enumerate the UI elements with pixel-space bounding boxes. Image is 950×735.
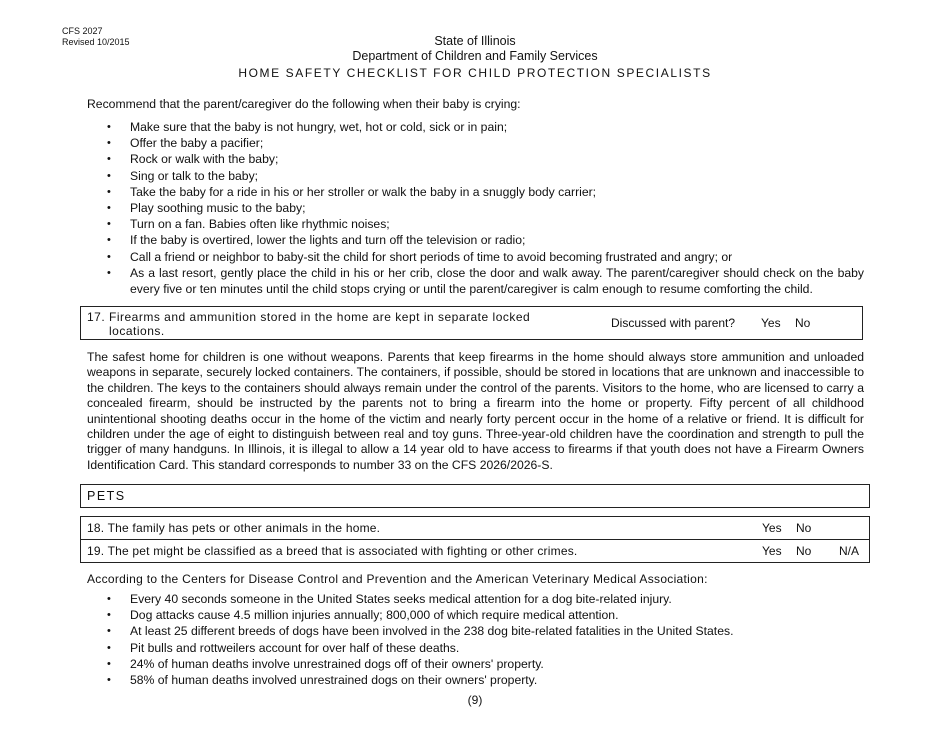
discussed-with-parent-label: Discussed with parent? bbox=[611, 316, 736, 330]
question-17-line1: 17. Firearms and ammunition stored in the home are kept in separate locked bbox=[87, 310, 531, 324]
form-revised: Revised 10/2015 bbox=[62, 37, 130, 47]
question-17-no-option[interactable]: No bbox=[795, 316, 811, 330]
question-19-na-option[interactable]: N/A bbox=[839, 544, 860, 558]
crying-intro: Recommend that the parent/caregiver do the following when their baby is crying: bbox=[87, 97, 521, 111]
list-item: • Rock or walk with the baby; bbox=[87, 151, 864, 167]
page-number: (9) bbox=[467, 693, 483, 707]
page-title: HOME SAFETY CHECKLIST FOR CHILD PROTECTION SPECIALISTS bbox=[238, 66, 712, 80]
header-state: State of Illinois bbox=[434, 34, 516, 48]
list-item: • At least 25 different breeds of dogs have been involved in the 238 dog bite-related fatalities in the United States. bbox=[87, 623, 864, 639]
form-code: CFS 2027 bbox=[62, 26, 103, 36]
list-item: • Offer the baby a pacifier; bbox=[87, 135, 864, 151]
list-item: • Pit bulls and rottweilers account for over half of these deaths. bbox=[87, 640, 864, 656]
list-item: • As a last resort, gently place the child in his or her crib, close the door and walk away. The parent/caregiver should check on the baby every five or ten minutes until the child stops crying or until the parent/caregiver is calm enough to resume comforting the child. bbox=[87, 265, 864, 297]
firearms-paragraph: The safest home for children is one without weapons. Parents that keep firearms in the home should always store ammunition and unloaded weapons in separate, securely locked containers. The containers, if possible, should be stored in locations that are unknown and inaccessible to the children. The keys to the containers should always remain under the control of the parents. Visitors to the home, who are licensed to carry a concealed firearm, should be instructed by the parents not to bring a firearm into the home or property. Fifty percent of all childhood unintentional shooting deaths occur in the home of the victim and nearly forty percent occur in the home of a relative or friend. It is difficult for children under the age of eight to distinguish between real and toy guns. Three-year-old children have the coordination and strength to pull the trigger of many handguns. In Illinois, it is illegal to allow a 14 year old to have access to firearms if that youth does not have a Firearm Owners Identification Card. This standard corresponds to number 33 on the CFS 2026/2026-S. bbox=[87, 350, 864, 472]
question-18-no-option[interactable]: No bbox=[796, 521, 812, 535]
question-18-row bbox=[80, 516, 870, 540]
pets-heading: PETS bbox=[87, 489, 126, 503]
list-item: • Turn on a fan. Babies often like rhythmic noises; bbox=[87, 216, 864, 232]
question-19-text: 19. The pet might be classified as a breed that is associated with fighting or other crimes. bbox=[87, 544, 578, 558]
list-item: • If the baby is overtired, lower the lights and turn off the television or radio; bbox=[87, 232, 864, 248]
question-17-text bbox=[87, 310, 557, 338]
list-item: • Play soothing music to the baby; bbox=[87, 200, 864, 216]
list-item: • 24% of human deaths involve unrestrained dogs off of their owners' property. bbox=[87, 656, 864, 672]
list-item: • Sing or talk to the baby; bbox=[87, 168, 864, 184]
crying-list bbox=[87, 119, 864, 297]
question-17-line2: locations. bbox=[109, 324, 165, 338]
pets-section-header bbox=[80, 484, 870, 508]
list-item: • 58% of human deaths involved unrestrained dogs on their owners' property. bbox=[87, 672, 864, 688]
list-item: • Make sure that the baby is not hungry, wet, hot or cold, sick or in pain; bbox=[87, 119, 864, 135]
question-18-text: 18. The family has pets or other animals in the home. bbox=[87, 521, 381, 535]
dog-facts-list bbox=[87, 591, 864, 688]
cdc-intro: According to the Centers for Disease Control and Prevention and the American Veterinary Medical Association: bbox=[87, 572, 708, 586]
header-department: Department of Children and Family Services bbox=[352, 49, 598, 63]
list-item: • Every 40 seconds someone in the United States seeks medical attention for a dog bite-related injury. bbox=[87, 591, 864, 607]
question-17-yes-option[interactable]: Yes bbox=[761, 316, 781, 330]
question-19-no-option[interactable]: No bbox=[796, 544, 812, 558]
list-item: • Call a friend or neighbor to baby-sit the child for short periods of time to avoid becoming frustrated and angry; or bbox=[87, 249, 864, 265]
question-17-box bbox=[80, 306, 863, 340]
question-18-yes-option[interactable]: Yes bbox=[762, 521, 782, 535]
list-item: • Take the baby for a ride in his or her stroller or walk the baby in a snuggly body carrier; bbox=[87, 184, 864, 200]
list-item: • Dog attacks cause 4.5 million injuries annually; 800,000 of which require medical attention. bbox=[87, 607, 864, 623]
question-19-yes-option[interactable]: Yes bbox=[762, 544, 782, 558]
question-19-row bbox=[80, 539, 870, 563]
